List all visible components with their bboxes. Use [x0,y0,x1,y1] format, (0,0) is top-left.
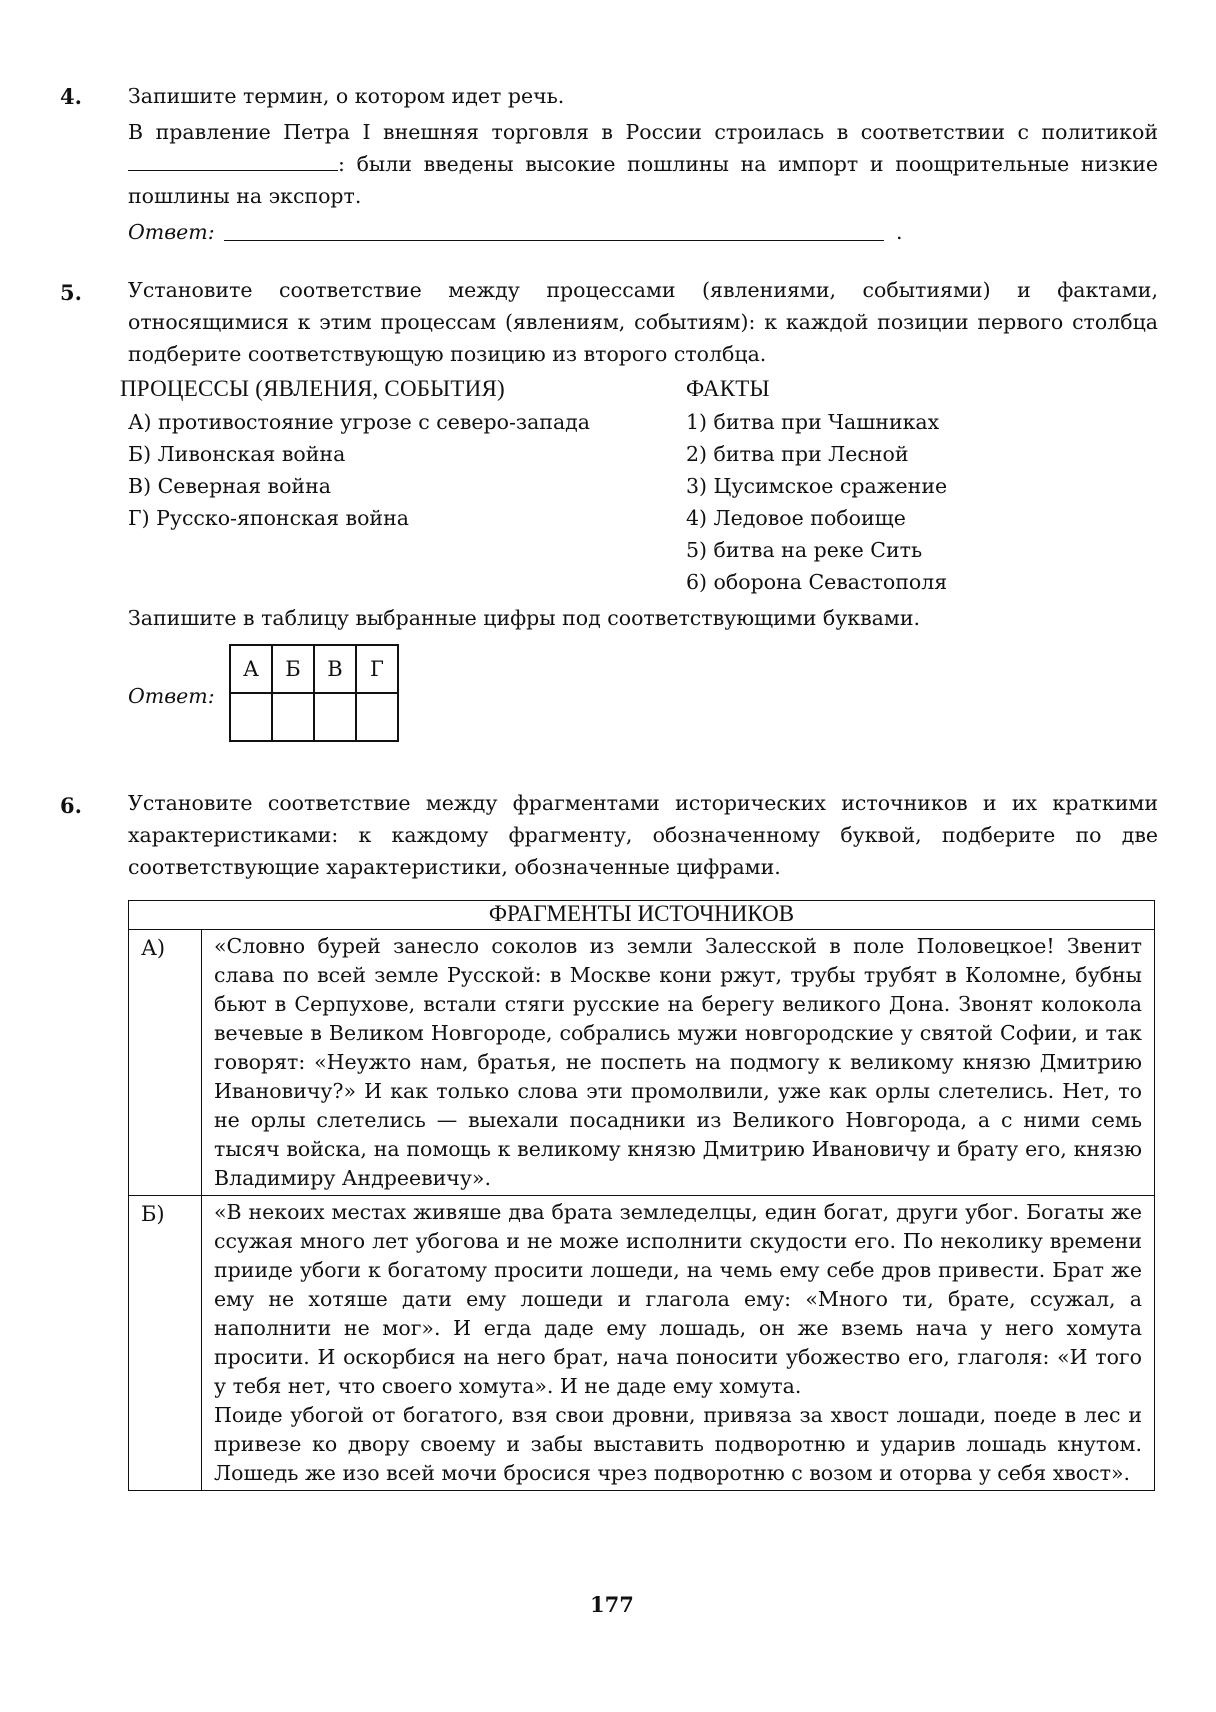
q5-fact-2: 2) битва при Лесной [686,442,909,466]
q5-answer-letter-b: Б [272,645,314,693]
q6-instruction: Установите соответствие между фрагментами исторических источников и их краткими характеристиками: к каждому фрагменту, обозначенному буквой, подберите по две соответствующие характеристики, обозначенные цифрами. [128,791,1158,879]
q4-number: 4. [60,84,82,109]
q6-fragment-b-cell [202,1196,1155,1491]
q5-fact-4: 4) Ледовое побоище [686,506,906,530]
q4-answer-field[interactable] [224,240,884,241]
q6-fragment-a-label: А) [129,930,202,1196]
q4-text-after: : были введены высокие пошлины на импорт и поощрительные низкие пошлины на экспорт. [128,152,1158,208]
q5-answer-cell-g[interactable] [356,693,398,741]
q4-instruction: Запишите термин, о котором идет речь. [128,84,565,108]
q4-text-before: В правление Петра I внешняя торговля в России строилась в соответствии с политикой [128,120,1158,144]
q5-left-header: ПРОЦЕССЫ (ЯВЛЕНИЯ, СОБЫТИЯ) [120,376,505,401]
page-number: 177 [590,1592,634,1617]
q5-process-b: Б) Ливонская война [128,442,346,466]
q5-fact-5: 5) битва на реке Сить [686,538,923,562]
q6-fragment-b-text: «В некоих местах живяше два брата земледелцы, един богат, други убог. Богаты же ссужая много лет убогова и не може исполнити скудости его. По неколику времени прииде убоги к богатому просити лошеди, на чемь ему себе дров привести. Брат же ему не хотяше дати ему лошеди и глагола ему: «Много ти, брате, ссужал, а наполнити не мог». И егда даде ему лошадь, он же вземь нача у него хомута просити. И оскорбися на него брат, нача поносити убожество его, глаголя: «И того у тебя нет, что своего хомута». И не даде ему хомута. [214,1200,1142,1398]
q5-process-v: В) Северная война [128,474,331,498]
q5-fact-3: 3) Цусимское сражение [686,474,948,498]
q6-table-header: ФРАГМЕНТЫ ИСТОЧНИКОВ [129,901,1155,930]
q4-inline-blank[interactable] [128,150,338,171]
q6-number: 6. [60,793,82,818]
q4-answer-end: . [896,220,903,244]
q5-answer-letter-g: Г [356,645,398,693]
q5-instruction: Установите соответствие между процессами (явлениями, событиями) и фактами, относящимися к этим процессам (явлениям, событиям): к каждой позиции первого столбца подберите соответствующую позицию из второго столбца. [128,278,1158,366]
q5-answer-table [229,644,399,742]
q5-number: 5. [60,280,82,305]
q5-answer-letter-a: А [230,645,272,693]
q6-fragment-b-text2: Поиде убогой от богатого, взя свои дровни, привяза за хвост лошади, поеде в лес и привезе ко двору своему и забы выставить подворотню и ударив лошадь кнутом. Лошедь же изо всей мочи бросися чрез подворотню с возом и оторва у себя хвост». [214,1403,1142,1485]
q5-answer-cell-a[interactable] [230,693,272,741]
q5-process-g: Г) Русско-японская война [128,506,409,530]
q5-process-a: А) противостояние угрозе с северо-запада [128,410,591,434]
q5-answer-cell-b[interactable] [272,693,314,741]
q4-text [128,116,1158,212]
q5-answer-label: Ответ: [128,684,215,708]
q5-answer-cell-v[interactable] [314,693,356,741]
q5-table-instruction: Запишите в таблицу выбранные цифры под соответствующими буквами. [128,606,921,630]
q5-fact-6: 6) оборона Севастополя [686,570,948,594]
q6-fragment-b-label: Б) [129,1196,202,1491]
q5-right-header: ФАКТЫ [686,376,770,401]
q5-fact-1: 1) битва при Чашниках [686,410,940,434]
q5-answer-letter-v: В [314,645,356,693]
q6-fragments-table [128,900,1155,1491]
q4-answer-label: Ответ: [128,220,215,244]
q6-fragment-a-text: «Словно бурей занесло соколов из земли Залесской в поле Половецкое! Звенит слава по всей земле Русской: в Москве кони ржут, трубы трубят в Коломне, бубны бьют в Серпухове, встали стяги русские на берегу великого Дона. Звонят колокола вечевые в Великом Новгороде, собрались мужи новгородские у святой Софии, и так говорят: «Неужто нам, братья, не поспеть на подмогу к великому князю Дмитрию Ивановичу?» И как только слова эти промолвили, уже как орлы слетелись. Нет, то не орлы слетелись — выехали посадники из Великого Новгорода, а с ними семь тысяч войска, на помощь к великому князю Дмитрию Ивановичу и брату его, князю Владимиру Андреевичу». [202,930,1155,1196]
